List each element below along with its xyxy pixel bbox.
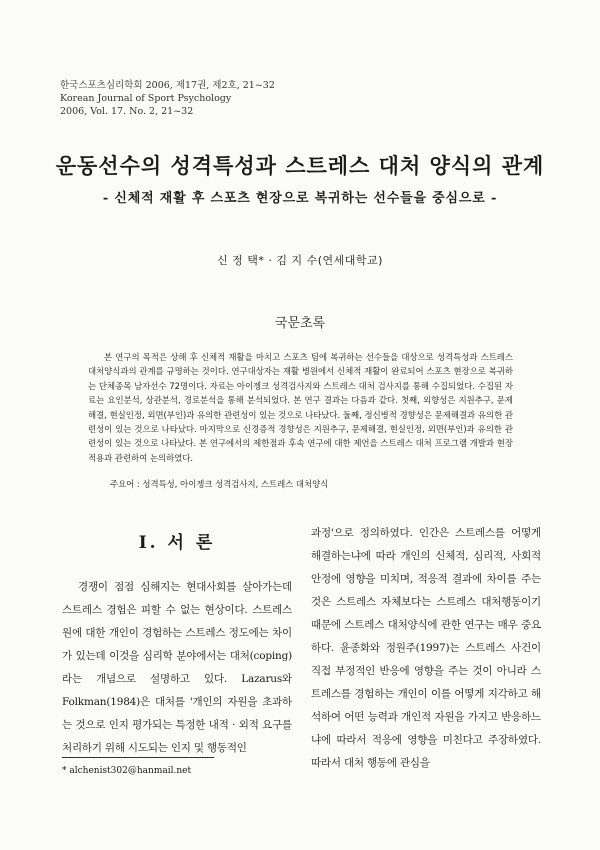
journal-header (60, 79, 275, 118)
journal-header-volume: 2006, Vol. 17. No. 2, 21~32 (60, 106, 194, 117)
section-title: I. 서 론 (138, 533, 216, 553)
journal-header-english: Korean Journal of Sport Psychology (60, 93, 232, 104)
keywords-line: 주요어 : 성격특성, 아이젱크 성격검사지, 스트레스 대처양식 (110, 479, 329, 489)
footnote-email: * alchenist302@hanmail.net (62, 766, 192, 776)
body-left-column: 경쟁이 점점 심해지는 현대사회를 살아가는데 스트레스 경험은 피할 수 없는 현상이다. 스트레스원에 대한 개인이 경험하는 스트레스 정도에는 차이가 있는데 이것을 심리학 분야에서는 대처(coping)라는 개념으로 설명하고 있다. Lazarus와 Folkman(1984)은 대처를 '개인의 자원을 초과하는 것으로 인지 평가되는 특정한 내적 · 외적 요구를 처리하기 위해 시도되는 인지 및 행동적인 (62, 581, 292, 754)
journal-header-korean: 한국스포츠심리학회 2006, 제17권, 제2호, 21~32 (60, 80, 275, 91)
body-right-column: 과정'으로 정의하였다. 인간은 스트레스를 어떻게 해결하는냐에 따라 개인의 신체적, 심리적, 사회적 안정에 영향을 미치며, 적응적 결과에 차이를 주는 것은 스트레스 자체보다는 스트레스 대처행동이기 때문에 스트레스 대처양식에 관한 연구는 매우 중요하다. 윤종화와 정원주(1997)는 스트레스 사건이 직접 부정적인 반응에 영향을 주는 것이 아니라 스트레스를 경험하는 개인이 이를 어떻게 지각하고 해석하여 어떤 능력과 개인적 자원을 가지고 반응하느냐에 따라서 적응에 영향을 미친다고 주장하였다. 따라서 대처 행동에 관심을 (311, 527, 541, 769)
paper-subtitle: - 신체적 재활 후 스포츠 현장으로 복귀하는 선수들을 중심으로 - (102, 191, 498, 206)
paper-title: 운동선수의 성격특성과 스트레스 대처 양식의 관계 (55, 153, 545, 178)
author-line: 신 정 택* · 김 지 수(연세대학교) (217, 254, 383, 267)
abstract-heading: 국문초록 (274, 316, 326, 331)
abstract-text: 본 연구의 목적은 상해 후 신체적 재활을 마치고 스포츠 팀에 복귀하는 선수들을 대상으로 성격특성과 스트레스 대처양식과의 관계를 규명하는 것이다. 연구대상자는 재활 병원에서 신체적 재활이 완료되어 스포츠 현장으로 복귀하는 단체종목 남자선수 72명이다. 자료는 아이젱크 성격검사지와 스트레스 대처 검사지를 통해 수집되었다. 수집된 자료는 요인분석, 상관분석, 경로분석을 통해 분석되었다. 본 연구 결과는 다음과 같다. 첫째, 외향성은 지원추구, 문제해결, 현실인정, 외면(부인)과 유의한 관련성이 있는 것으로 나타났다. 둘째, 정신병적 경향성은 문제해결과 유의한 관련성이 있는 것으로 나타났다. 마지막으로 신경증적 경향성은 지원추구, 문제해결, 현실인정, 외면(부인)과 유의한 관련성이 있는 것으로 나타났다. 본 연구에서의 제한점과 후속 연구에 대한 제언을 스트레스 대처 프로그램 개발과 현장적용과 관련하여 논의하였다. (88, 352, 513, 463)
footnote-divider (62, 757, 214, 758)
